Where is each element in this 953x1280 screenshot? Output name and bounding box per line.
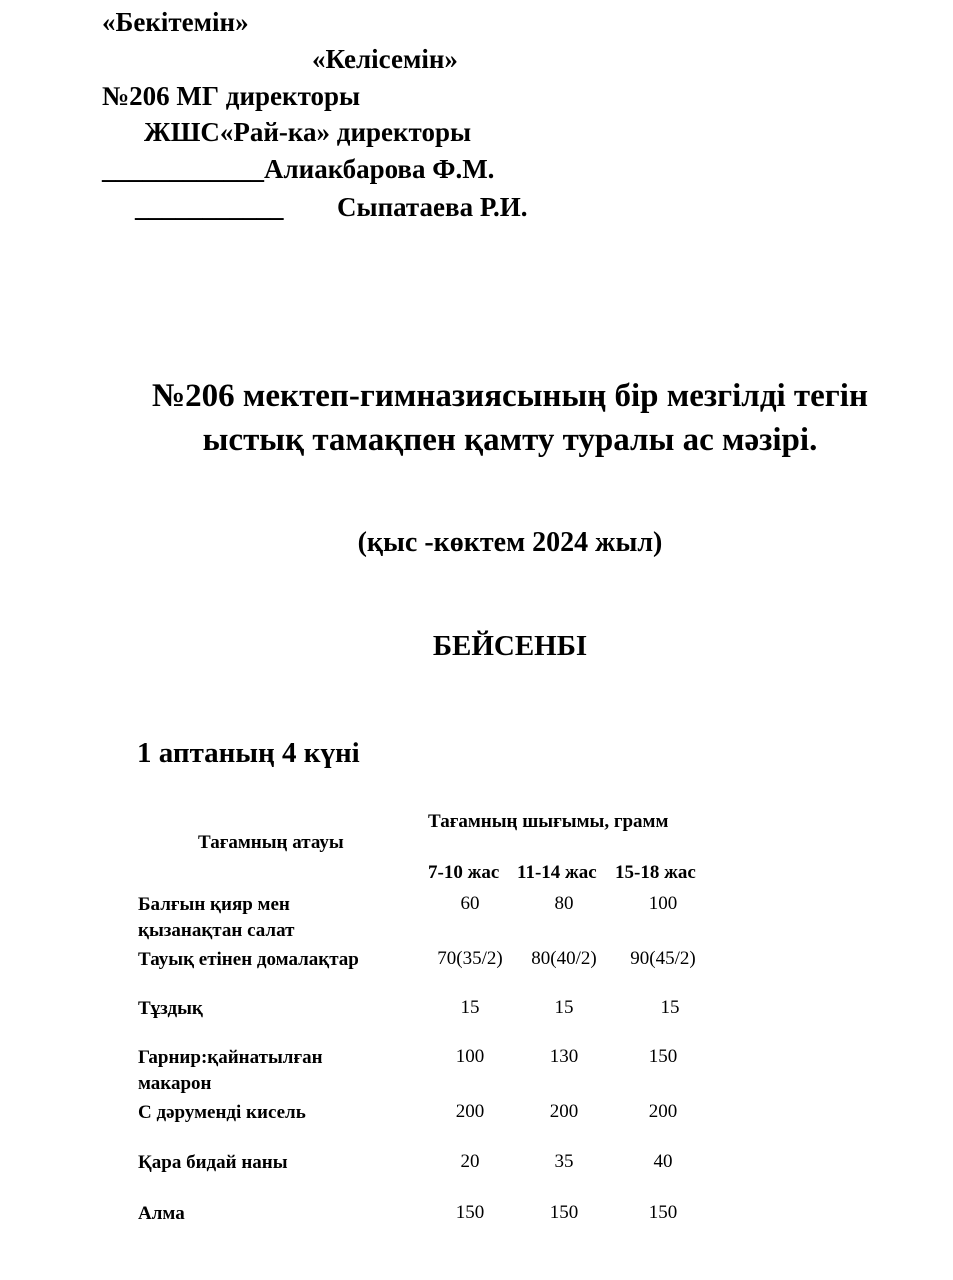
signature-line-1: ____________Алиакбарова Ф.М. [102, 154, 495, 184]
dish-name: Алма [138, 1203, 185, 1224]
company-director-label: ЖШС«Рай-ка» директоры [144, 117, 472, 147]
value-age-2: 130 [549, 1046, 579, 1067]
dish-name: Тауық етінен домалақтар [138, 949, 359, 970]
dish-name: Гарнир:қайнатылған макарон [138, 1047, 323, 1094]
document-title: №206 мектеп-гимназиясының бір мезгілді тегін ыстық тамақпен қамту туралы ас мәзірі. [152, 378, 868, 458]
value-age-3: 150 [648, 1202, 678, 1223]
dish-name: Балғын қияр мен қызанақтан салат [138, 894, 295, 941]
week-day-heading: 1 аптаның 4 күні [137, 737, 360, 769]
value-age-2: 150 [549, 1202, 579, 1223]
value-age-2: 35 [554, 1151, 574, 1172]
school-director-label: №206 МГ директоры [102, 81, 361, 111]
weekday-heading: БЕЙСЕНБІ [432, 630, 588, 662]
agree-label: «Келісемін» [312, 44, 458, 74]
value-age-1: 60 [460, 893, 480, 914]
value-age-3: 90(45/2) [630, 948, 696, 969]
approve-label: «Бекітемін» [102, 7, 249, 37]
col-header-age-1: 7-10 жас [428, 862, 500, 883]
dish-name: Қара бидай наны [138, 1152, 288, 1173]
document-subtitle: (қыс -көктем 2024 жыл) [357, 527, 663, 558]
value-age-3: 40 [653, 1151, 673, 1172]
value-age-3: 100 [648, 893, 678, 914]
dish-name: Тұздық [138, 998, 203, 1019]
value-age-2: 80(40/2) [531, 948, 597, 969]
value-age-2: 15 [554, 997, 574, 1018]
signature-line-2: ___________ [135, 192, 284, 222]
value-age-2: 200 [549, 1101, 579, 1122]
value-age-1: 20 [460, 1151, 480, 1172]
dish-name: С дәруменді кисель [138, 1102, 306, 1123]
signatory-name-2: Сыпатаева Р.И. [337, 192, 528, 222]
value-age-2: 80 [554, 893, 574, 914]
value-age-1: 150 [455, 1202, 485, 1223]
value-age-1: 70(35/2) [437, 948, 503, 969]
col-header-age-2: 11-14 жас [517, 862, 597, 883]
value-age-1: 15 [460, 997, 480, 1018]
col-header-age-3: 15-18 жас [615, 862, 696, 883]
value-age-3: 150 [648, 1046, 678, 1067]
col-header-output: Тағамның шығымы, грамм [428, 811, 669, 832]
value-age-1: 200 [455, 1101, 485, 1122]
value-age-1: 100 [455, 1046, 485, 1067]
value-age-3: 200 [648, 1101, 678, 1122]
col-header-name: Тағамның атауы [198, 832, 344, 853]
value-age-3: 15 [660, 997, 680, 1018]
